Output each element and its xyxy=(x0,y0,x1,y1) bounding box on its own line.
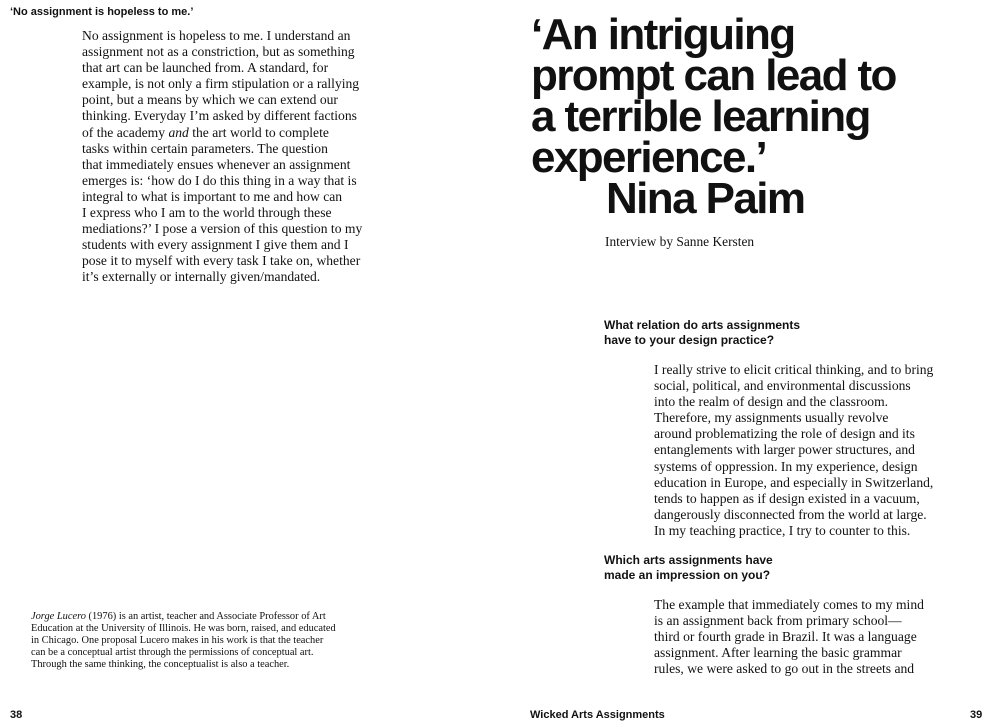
answer-line: social, political, and environmental discussions xyxy=(654,378,911,394)
bio-text: (1976) is an artist, teacher and Associate Professor of Art xyxy=(88,611,326,622)
answer-line: rules, we were asked to go out in the streets and xyxy=(654,661,915,677)
interview-question-1 xyxy=(604,318,800,347)
headline-author: Nina Paim xyxy=(606,174,805,223)
bio-line: can be a conceptual artist through the permissions of conceptual art. xyxy=(31,647,314,659)
essay-line: pose it to myself with every task I take on, whether xyxy=(82,253,361,269)
answer-line: In my teaching practice, I try to counter to this. xyxy=(654,522,911,538)
bio-line: Education at the University of Illinois. He was born, raised, and educated xyxy=(31,623,336,635)
essay-line: tasks within certain parameters. The question xyxy=(82,140,328,156)
essay-line: students with every assignment I give them and I xyxy=(82,237,349,253)
question-line: have to your design practice? xyxy=(604,332,775,347)
author-bio xyxy=(31,611,336,671)
essay-line: it’s externally or internally given/mandated. xyxy=(82,269,321,285)
essay-line: emerges is: ‘how do I do this thing in a way that is xyxy=(82,172,357,188)
essay-line xyxy=(82,125,362,141)
footer-title: Wicked Arts Assignments xyxy=(530,709,665,721)
byline: Interview by Sanne Kersten xyxy=(605,234,755,249)
question-line: made an impression on you? xyxy=(604,567,771,582)
answer-line: Therefore, my assignments usually revolve xyxy=(654,410,889,426)
answer-line: education in Europe, and especially in Switzerland, xyxy=(654,474,934,490)
essay-line: I express who I am to the world through these xyxy=(82,205,332,221)
right-page xyxy=(498,0,996,728)
essay-line: assignment not as a constriction, but as something xyxy=(82,44,355,60)
article-headline xyxy=(531,10,896,223)
essay-line: thinking. Everyday I’m asked by different factions xyxy=(82,108,357,124)
essay-line: mediations?’ I pose a version of this question to my xyxy=(82,221,363,237)
answer-line: around problematizing the role of design and its xyxy=(654,426,915,442)
essay-line: that art can be launched from. A standard, for xyxy=(82,60,329,76)
bio-line: Through the same thinking, the conceptualist is also a teacher. xyxy=(31,659,290,671)
question-line: What relation do arts assignments xyxy=(604,318,801,332)
emphasis-and: and xyxy=(168,124,189,140)
interview-question-2 xyxy=(604,553,773,582)
headline-line: ‘An intriguing xyxy=(531,10,795,59)
answer-line: dangerously disconnected from the world at large. xyxy=(654,506,927,522)
essay-text: of the academy xyxy=(82,124,166,140)
essay-text: the art world to complete xyxy=(192,124,329,140)
bio-line: in Chicago. One proposal Lucero makes in his work is that the teacher xyxy=(31,635,324,647)
answer-line: I really strive to elicit critical thinking, and to bring xyxy=(654,362,934,377)
running-head: ‘No assignment is hopeless to me.’ xyxy=(10,6,194,18)
essay-body xyxy=(82,28,362,286)
essay-line: point, but a means by which we can extend our xyxy=(82,92,338,108)
answer-line: The example that immediately comes to my mind xyxy=(654,597,924,612)
essay-line: No assignment is hopeless to me. I understand an xyxy=(82,28,351,43)
headline-line: experience.’ xyxy=(531,133,767,182)
question-line: Which arts assignments have xyxy=(604,553,773,567)
bio-line xyxy=(31,611,336,623)
essay-line: example, is not only a firm stipulation or a rallying xyxy=(82,76,360,92)
page-number: 38 xyxy=(10,709,23,721)
essay-line: integral to what is important to me and how can xyxy=(82,188,343,204)
answer-line: systems of oppression. In my experience, design xyxy=(654,458,918,474)
interview-answer-1 xyxy=(654,362,933,539)
answer-line: assignment. After learning the basic grammar xyxy=(654,645,902,661)
headline-line: a terrible learning xyxy=(531,92,870,141)
answer-line: is an assignment back from primary school— xyxy=(654,613,902,629)
page-number: 39 xyxy=(970,709,983,721)
essay-line: that immediately ensues whenever an assignment xyxy=(82,156,351,172)
bio-name: Jorge Lucero xyxy=(31,611,86,622)
answer-line: entanglements with larger power structures, and xyxy=(654,442,915,458)
headline-line: prompt can lead to xyxy=(531,51,896,100)
answer-line: into the realm of design and the classroom. xyxy=(654,394,889,410)
answer-line: tends to happen as if design existed in a vacuum, xyxy=(654,490,920,506)
interview-answer-2 xyxy=(654,597,924,677)
answer-line: third or fourth grade in Brazil. It was a language xyxy=(654,629,917,645)
